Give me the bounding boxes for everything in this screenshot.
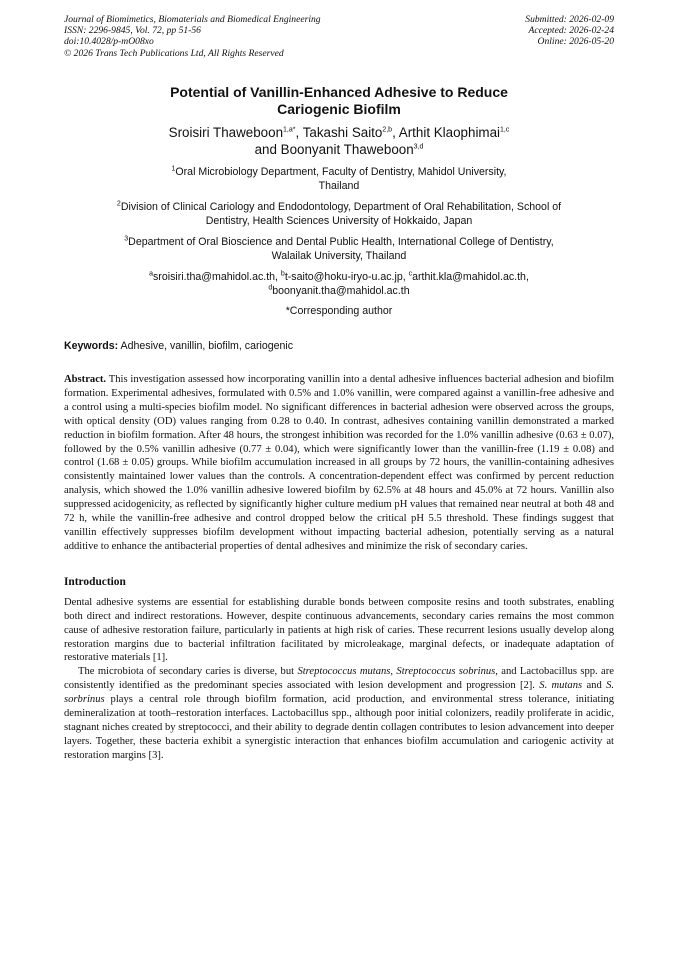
journal-copyright: © 2026 Trans Tech Publications Ltd, All Rights Reserved xyxy=(64,47,284,59)
journal-doi[interactable]: doi:10.4028/p-mO08xo xyxy=(64,36,154,48)
abstract xyxy=(64,373,614,554)
corresponding-author-note: *Corresponding author xyxy=(285,305,393,317)
author-sup: 2,b xyxy=(382,126,393,134)
paper-title xyxy=(64,84,614,118)
intro-paragraph-1: Dental adhesive systems are essential for establishing durable bonds between composite resins and tooth substrates, enabling both direct and indirect restorations. However, despite continuous advancements, secondary caries remains the most common cause of adhesive restoration failure, particularly in patients at high risk of caries. These recurrent lesions usually develop along restoration margins due to bacterial infiltration facilitated by microleakage, marginal defects, or inadequate adaptation of restorative materials [1]. xyxy=(64,596,614,664)
journal-header xyxy=(64,14,614,62)
abstract-label: Abstract. xyxy=(64,374,107,385)
species-name: S. mutans xyxy=(539,680,583,692)
affiliation-text: Dentistry, Health Sciences University of Hokkaido, Japan xyxy=(205,215,473,227)
affiliation-text: Thailand xyxy=(318,180,360,192)
affiliation-sup: 1 xyxy=(171,165,176,173)
online-date: Online: 2026-05-20 xyxy=(537,36,614,48)
affiliation-3 xyxy=(64,235,614,263)
email-link[interactable]: t-saito@hoku-iryo-u.ac.jp, xyxy=(284,271,409,283)
text-run: and xyxy=(582,680,607,692)
author-sup: 1,c xyxy=(500,126,510,134)
email-sup: b xyxy=(280,270,285,278)
author-line-1 xyxy=(64,124,614,141)
intro-paragraph-2 xyxy=(64,665,614,762)
text-run: plays a central role through biofilm formation, acid production, and environmental stress tolerance, initiating demineralization at tooth–restoration interfaces. Lactobacillus spp., although poor initial colonizers, readily proliferate in acidic, stagnant niches created by streptococci, and their ability to degrade dentin collagen contributes to lesion advancement into deeper layers. Together, these bacteria exhibit a synergistic interaction that enhances biofilm accumulation and cariogenic activity at restoration margins [3]. xyxy=(64,694,614,761)
affiliation-2 xyxy=(64,200,614,228)
submitted-date: Submitted: 2026-02-09 xyxy=(525,14,614,25)
abstract-text: This investigation assessed how incorporating vanillin into a dental adhesive influences bacterial adhesion and biofilm formation. Experimental adhesives, formulated with 0.5% and 1.0% vanillin, were compared against a vanillin-free adhesive and a control using a multi-species biofilm model. No significant differences in bacterial adhesion were observed across the groups, with optical density (OD) values ranging from 0.28 to 0.40. In contrast, adhesives containing vanillin demonstrated a marked reduction in biofilm formation. After 48 hours, the strongest inhibition was recorded for the 1.0% vanillin adhesive (0.63 ± 0.07), followed by the 0.5% vanillin adhesive (0.77 ± 0.04), which were significantly lower than the vanillin-free (1.19 ± 0.08) and control (1.68 ± 0.05) groups. While biofilm accumulation increased in all groups by 72 hours, the vanillin-containing adhesives consistently maintained lower values than the controls. A concentration-dependent effect was confirmed by percent reduction analysis, which showed the 1.0% vanillin adhesive lowered biofilm by 62.5% at 48 hours and 45.0% at 72 hours. Vanillin also suppressed acidogenicity, as reflected by significantly higher culture medium pH values that remained near neutral at both 48 and 72 h, while the vanillin-free adhesive and control dropped below the critical pH 5.5 threshold. These findings suggest that vanillin effectively suppresses biofilm development without impacting bacterial adhesion, potentially serving as a natural additive to enhance the antibacterial properties of dental adhesives and minimize the risk of secondary caries. xyxy=(64,374,614,552)
author-sup: 1,a* xyxy=(283,126,296,134)
affiliation-text: Oral Microbiology Department, Faculty of Dentistry, Mahidol University, xyxy=(175,166,507,178)
text-run: The microbiota of secondary caries is diverse, but xyxy=(78,666,298,678)
author-sup: 3,d xyxy=(413,143,424,151)
accepted-date: Accepted: 2026-02-24 xyxy=(528,25,614,37)
journal-info xyxy=(64,14,424,59)
affiliation-sup: 3 xyxy=(124,235,129,243)
email-link[interactable]: arthit.kla@mahidol.ac.th, xyxy=(412,271,529,283)
email-link[interactable]: sroisiri.tha@mahidol.ac.th, xyxy=(153,271,281,283)
affiliation-sup: 2 xyxy=(116,200,121,208)
section-heading-introduction: Introduction xyxy=(64,575,126,588)
text-run: , and Lactobacillus spp. are consistently identified as the predominant species associated with lesion development and progression [2]. xyxy=(64,666,614,692)
author-name: Sroisiri Thaweboon xyxy=(168,125,284,140)
title-line-1: Potential of Vanillin-Enhanced Adhesive to Reduce xyxy=(170,84,508,100)
species-name: Streptococcus mutans xyxy=(297,666,391,678)
affiliation-text: Walailak University, Thailand xyxy=(271,250,407,262)
author-name: , Takashi Saito xyxy=(295,125,383,140)
email-link[interactable]: boonyanit.tha@mahidol.ac.th xyxy=(272,285,410,297)
text-run: , xyxy=(390,666,397,678)
keywords-label: Keywords: xyxy=(64,340,119,352)
author-name: , Arthit Klaophimai xyxy=(392,125,501,140)
species-name: S. sorbrinus xyxy=(64,680,615,706)
journal-issn: ISSN: 2296-9845, Vol. 72, pp 51-56 xyxy=(64,25,201,37)
affiliation-text: Division of Clinical Cariology and Endodontology, Department of Oral Rehabilitation, School of xyxy=(120,201,562,213)
affiliation-1 xyxy=(64,165,614,193)
author-name: and Boonyanit Thaweboon xyxy=(254,142,414,157)
paper-page xyxy=(64,14,614,763)
species-name: Streptococcus sobrinus xyxy=(396,666,496,678)
email-sup: d xyxy=(268,284,273,292)
journal-name: Journal of Biomimetics, Biomaterials and Biomedical Engineering xyxy=(64,14,321,25)
keywords-text: Adhesive, vanillin, biofilm, cariogenic xyxy=(118,340,294,352)
author-emails xyxy=(64,270,614,298)
author-line-2 xyxy=(64,141,614,158)
title-line-2: Cariogenic Biofilm xyxy=(277,101,401,117)
keywords xyxy=(64,339,614,353)
email-sup: c xyxy=(408,270,413,278)
publication-dates xyxy=(414,14,614,48)
email-sup: a xyxy=(149,270,153,278)
affiliation-text: Department of Oral Bioscience and Dental Public Health, International College of Dentistry, xyxy=(128,236,554,248)
author-list xyxy=(64,124,614,158)
